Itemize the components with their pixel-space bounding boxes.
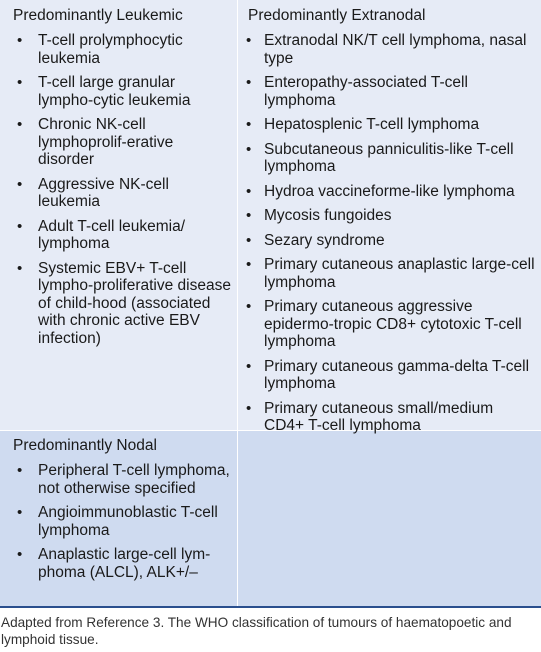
bullet-icon: • [246, 357, 252, 375]
column-divider [237, 0, 238, 606]
list-item [10, 116, 232, 169]
list-item-text: Hepatosplenic T-cell lymphoma [264, 116, 480, 133]
list-item-text: Sezary syndrome [264, 231, 385, 249]
bullet-icon: • [17, 217, 23, 235]
list-item-text: T-cell prolymphocytic leukemia [38, 32, 183, 67]
list-item [245, 207, 535, 225]
list-item [245, 141, 535, 176]
bullet-icon: • [246, 207, 252, 224]
bullet-icon: • [17, 259, 23, 277]
list-item [245, 298, 535, 351]
bullet-icon: • [246, 231, 252, 249]
bullet-icon: • [246, 32, 252, 49]
extranodal-list [245, 32, 535, 435]
list-item [10, 32, 232, 67]
bullet-icon: • [17, 74, 23, 91]
list-item-text: Primary cutaneous anaplastic large-cell lymphoma [264, 256, 535, 291]
leukemic-heading: Predominantly Leukemic [13, 7, 183, 24]
bullet-icon: • [246, 298, 252, 315]
list-item [245, 232, 535, 250]
bullet-icon: • [246, 399, 252, 417]
list-item-text: Subcutaneous panniculitis-like T-cell lymphoma [264, 140, 514, 175]
list-item [10, 462, 232, 497]
list-item [10, 218, 232, 253]
bullet-icon: • [246, 116, 252, 133]
list-item-text: Primary cutaneous gamma-delta T-cell lymphoma [264, 357, 530, 392]
list-item [10, 546, 232, 581]
list-item [10, 504, 232, 539]
list-item-text: Anaplastic large-cell lym-phoma (ALCL), ALK+/– [38, 546, 211, 581]
list-item [10, 176, 232, 211]
list-item-text: Primary cutaneous small/medium CD4+ T-cell lymphoma [264, 399, 494, 434]
bullet-icon: • [246, 74, 252, 91]
bullet-icon: • [17, 462, 23, 479]
list-item-text: Peripheral T-cell lymphoma, not otherwise specified [38, 462, 230, 497]
list-item [245, 358, 535, 393]
list-item-text: Chronic NK-cell lymphoprolif-erative disorder [38, 116, 174, 168]
leukemic-list [10, 32, 232, 347]
bullet-icon: • [17, 32, 23, 49]
list-item [245, 116, 535, 134]
extranodal-cell [245, 6, 535, 442]
nodal-list [10, 462, 232, 581]
list-item-text: Adult T-cell leukemia/ lymphoma [38, 217, 186, 252]
table-bottom-rule [0, 606, 541, 608]
bullet-icon: • [17, 546, 23, 563]
table-caption: Adapted from Reference 3. The WHO classification of tumours of haematopoetic and lymphoid tissue. [1, 615, 512, 647]
list-item-text: Systemic EBV+ T-cell lympho-proliferative disease of child-hood (associated with chronic active EBV infection) [38, 259, 231, 347]
list-item [245, 183, 535, 201]
nodal-cell [10, 436, 232, 588]
bullet-icon: • [17, 504, 23, 521]
list-item-text: T-cell large granular lympho-cytic leukemia [38, 74, 191, 109]
list-item [10, 260, 232, 348]
list-item [245, 32, 535, 67]
list-item-text: Primary cutaneous aggressive epidermo-tropic CD8+ cytotoxic T-cell lymphoma [264, 298, 522, 350]
list-item-text: Hydroa vaccineforme-like lymphoma [264, 182, 515, 200]
list-item-text: Enteropathy-associated T-cell lymphoma [264, 74, 468, 109]
list-item-text: Mycosis fungoides [264, 207, 392, 224]
list-item-text: Aggressive NK-cell leukemia [38, 175, 169, 210]
list-item-text: Angioimmunoblastic T-cell lymphoma [38, 504, 218, 539]
bullet-icon: • [17, 116, 23, 133]
list-item [245, 400, 535, 435]
leukemic-cell [10, 6, 232, 354]
bullet-icon: • [17, 175, 23, 193]
list-item [245, 74, 535, 109]
bullet-icon: • [246, 182, 252, 200]
extranodal-heading: Predominantly Extranodal [248, 7, 426, 24]
bullet-icon: • [246, 256, 252, 273]
list-item [245, 256, 535, 291]
nodal-heading: Predominantly Nodal [13, 437, 157, 454]
bullet-icon: • [246, 140, 252, 158]
list-item-text: Extranodal NK/T cell lymphoma, nasal type [264, 32, 527, 67]
list-item [10, 74, 232, 109]
